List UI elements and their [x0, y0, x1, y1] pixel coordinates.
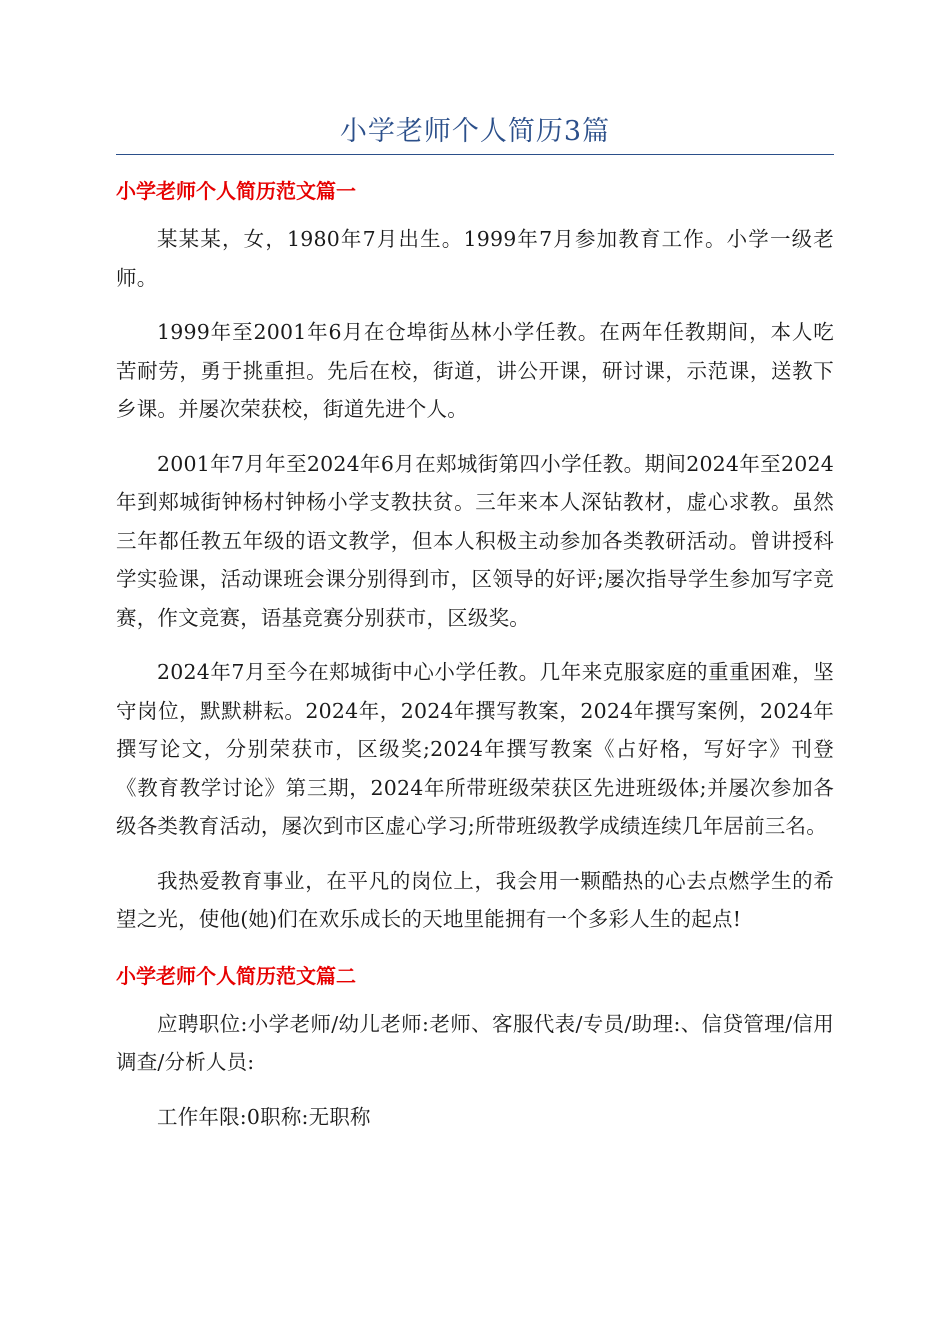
- paragraph: 我热爱教育事业，在平凡的岗位上，我会用一颗酷热的心去点燃学生的希望之光，使他(她)们在欢乐成长的天地里能拥有一个多彩人生的起点!: [116, 868, 834, 931]
- paragraph: 工作年限:0职称:无职称: [157, 1104, 371, 1129]
- section-heading: 小学老师个人简历范文篇二: [116, 963, 356, 988]
- paragraph: 2001年7月年至2024年6月在郏城街第四小学任教。期间2024年至2024年到郏城街钟杨村钟杨小学支教扶贫。三年来本人深钻教材，虚心求教。虽然三年都任教五年级的语文教学，但本人积极主动参加各类教研活动。曾讲授科学实验课，活动课班会课分别得到市，区领导的好评;屡次指导学生参加写字竞赛，作文竞赛，语基竞赛分别获市，区级奖。: [116, 451, 834, 630]
- paragraph: 1999年至2001年6月在仓埠街丛林小学任教。在两年任教期间，本人吃苦耐劳，勇于挑重担。先后在校，街道，讲公开课，研讨课，示范课，送教下乡课。并屡次荣获校，街道先进个人。: [116, 320, 834, 421]
- section-heading: 小学老师个人简历范文篇一: [116, 179, 356, 203]
- section-1: [116, 174, 834, 939]
- title-underline: [116, 154, 834, 155]
- document-title: 小学老师个人简历3篇: [339, 116, 611, 147]
- document-body: [116, 174, 834, 1152]
- section-2: [116, 959, 834, 1137]
- paragraph: 应聘职位:小学老师/幼儿老师:老师、客服代表/专员/助理:、信贷管理/信用调查/分析人员:: [116, 1011, 834, 1074]
- paragraph: 某某某，女，1980年7月出生。1999年7月参加教育工作。小学一级老师。: [116, 227, 834, 290]
- paragraph: 2024年7月至今在郏城街中心小学任教。几年来克服家庭的重重困难，坚守岗位，默默耕耘。2024年，2024年撰写教案，2024年撰写案例，2024年撰写论文，分别荣获市，区级奖;2024年撰写教案《占好格，写好字》刊登《教育教学讨论》第三期，2024年所带班级荣获区先进班级体;并屡次参加各级各类教育活动，屡次到市区虚心学习;所带班级教学成绩连续几年居前三名。: [116, 660, 834, 838]
